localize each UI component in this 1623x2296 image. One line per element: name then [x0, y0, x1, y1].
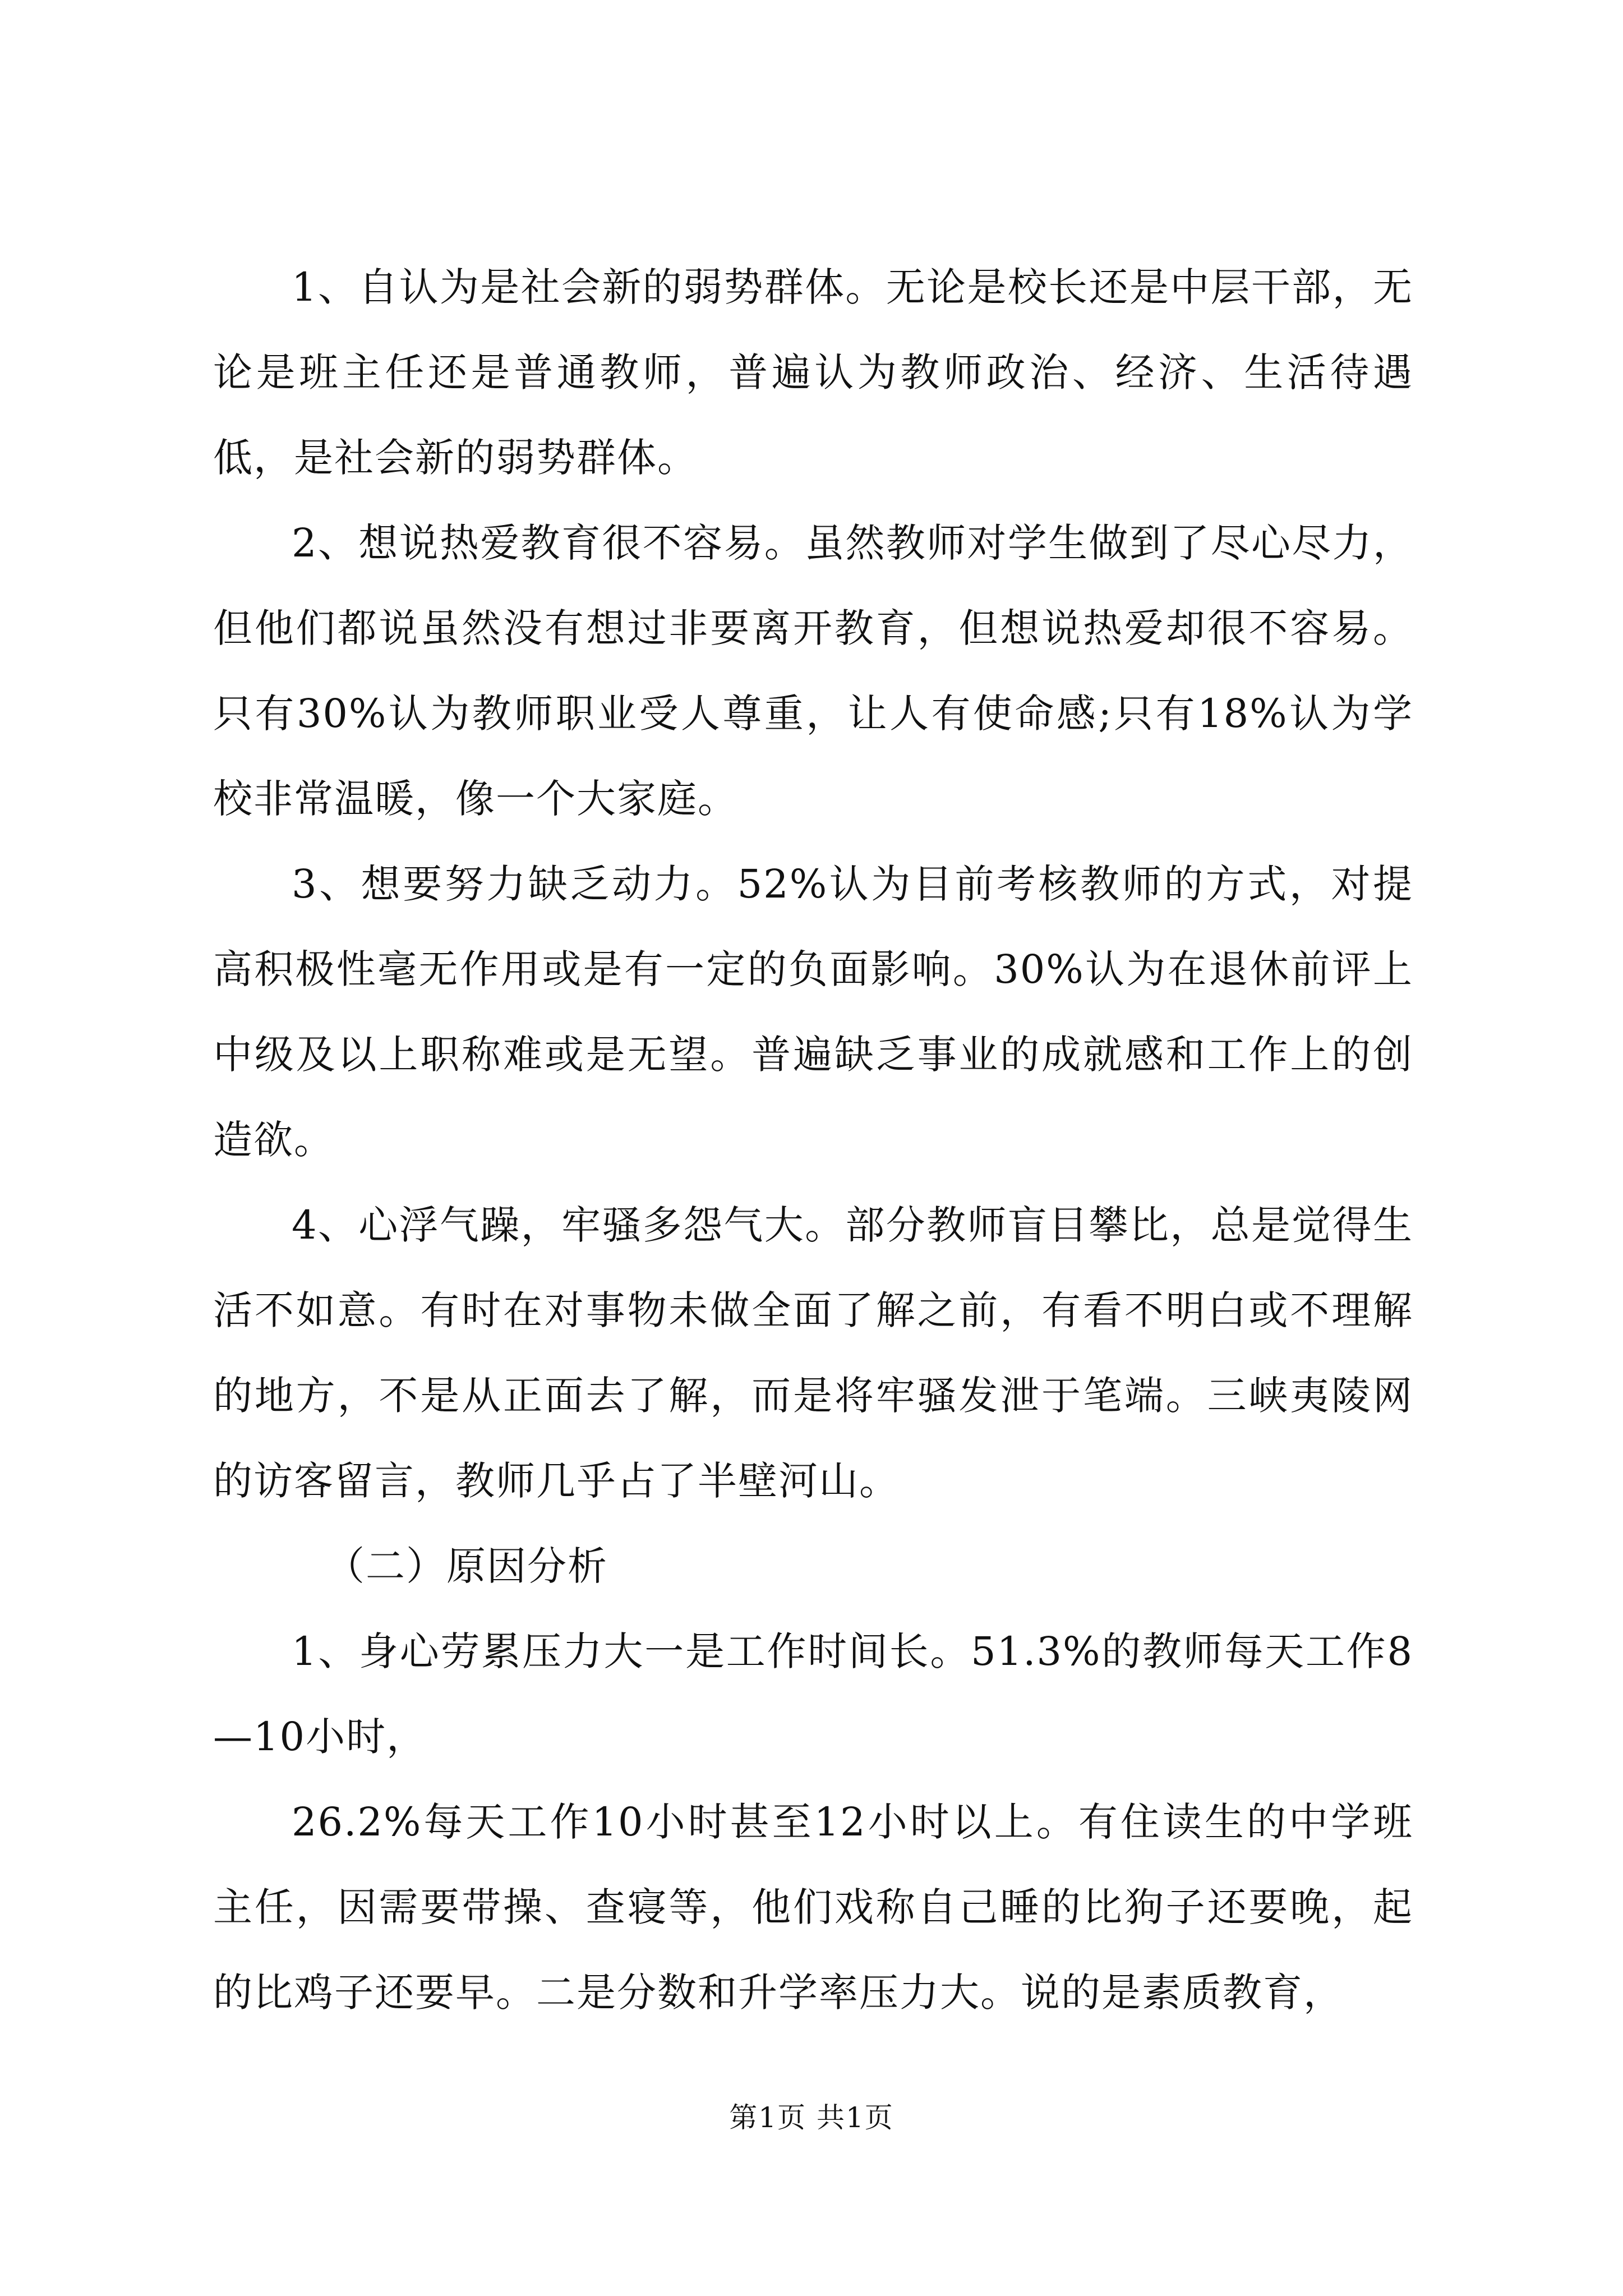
paragraph-2: 2、想说热爱教育很不容易。虽然教师对学生做到了尽心尽力，但他们都说虽然没有想过非要离开教育，但想说热爱却很不容易。只有30%认为教师职业受人尊重，让人有使命感;只有18%认为学校非常温暖，像一个大家庭。	[213, 520, 1413, 822]
section-heading: （二）原因分析	[325, 1543, 608, 1589]
paragraph-1: 1、自认为是社会新的弱势群体。无论是校长还是中层干部，无论是班主任还是普通教师，普遍认为教师政治、经济、生活待遇低，是社会新的弱势群体。	[213, 264, 1413, 481]
paragraph-5: 1、身心劳累压力大一是工作时间长。51.3%的教师每天工作8—10小时，	[213, 1628, 1413, 1760]
document-body	[213, 245, 1413, 2035]
page-footer: 第1页 共1页	[729, 2101, 894, 2134]
paragraph-3: 3、想要努力缺乏动力。52%认为目前考核教师的方式，对提高积极性毫无作用或是有一定的负面影响。30%认为在退休前评上中级及以上职称难或是无望。普遍缺乏事业的成就感和工作上的创造欲。	[213, 861, 1413, 1163]
paragraph-6: 26.2%每天工作10小时甚至12小时以上。有住读生的中学班主任，因需要带操、查寝等，他们戏称自己睡的比狗子还要晚，起的比鸡子还要早。二是分数和升学率压力大。说的是素质教育，	[213, 1799, 1413, 2016]
paragraph-4: 4、心浮气躁，牢骚多怨气大。部分教师盲目攀比，总是觉得生活不如意。有时在对事物未做全面了解之前，有看不明白或不理解的地方，不是从正面去了解，而是将牢骚发泄于笔端。三峡夷陵网的访客留言，教师几乎占了半壁河山。	[213, 1202, 1413, 1504]
